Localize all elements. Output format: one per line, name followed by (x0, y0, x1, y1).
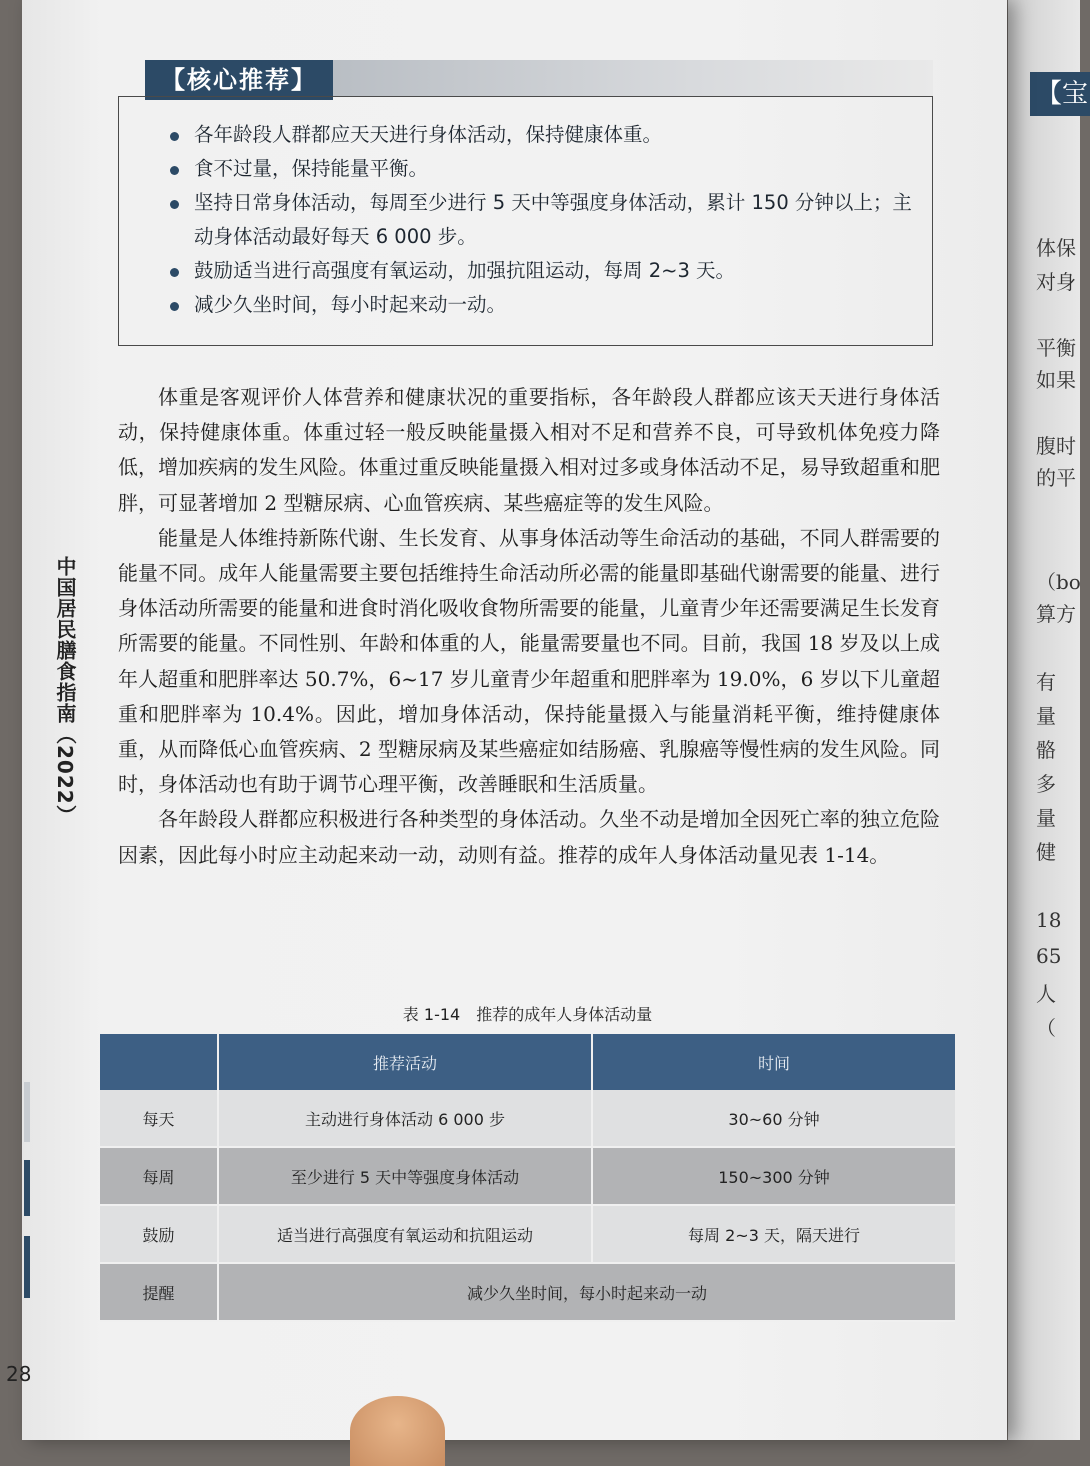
bullet-item: 食不过量，保持能量平衡。 (168, 152, 928, 186)
adjacent-text: 骼 (1036, 738, 1056, 762)
side-marker (24, 1082, 30, 1142)
paragraph: 各年龄段人群都应积极进行各种类型的身体活动。久坐不动是增加全因死亡率的独立危险因素，因此每小时应主动起来动一动，动则有益。推荐的成年人身体活动量见表 1-14。 (118, 807, 940, 867)
table-header-cell: 时间 (592, 1034, 955, 1090)
core-bullet-list (168, 118, 928, 322)
row-label: 每周 (100, 1147, 218, 1205)
adjacent-text: 对身 (1036, 270, 1076, 294)
paragraph: 能量是人体维持新陈代谢、生长发育、从事身体活动等生命活动的基础，不同人群需要的能量不同。成年人能量需要主要包括维持生命活动所必需的能量即基础代谢需要的能量、进行身体活动所需要的能量和进食时消化吸收食物所需要的能量，儿童青少年还需要满足生长发育所需要的能量。不同性别、年龄和体重的人，能量需要量也不同。目前，我国 18 岁及以上成年人超重和肥胖率达 50.7%，6~17 岁儿童青少年超重和肥胖率为 19.0%，6 岁以下儿童超重和肥胖率为 10.4%。因此，增加身体活动，保持能量摄入与能量消耗平衡，维持健康体重，从而降低心血管疾病、2 型糖尿病及某些癌症如结肠癌、乳腺癌等慢性病的发生风险。同时，身体活动也有助于调节心理平衡，改善睡眠和生活质量。 (118, 525, 940, 797)
activity-cell: 减少久坐时间，每小时起来动一动 (218, 1263, 955, 1321)
bullet-item: 减少久坐时间，每小时起来动一动。 (168, 288, 928, 322)
adjacent-text: 平衡 (1036, 336, 1076, 360)
activity-cell: 主动进行身体活动 6 000 步 (218, 1090, 592, 1147)
paragraph: 体重是客观评价人体营养和健康状况的重要指标，各年龄段人群都应该天天进行身体活动，保持健康体重。体重过轻一般反映能量摄入相对不足和营养不良，可导致机体免疫力降低，增加疾病的发生风险。体重过重反映能量摄入相对过多或身体活动不足，易导致超重和肥胖，可显著增加 2 型糖尿病、心血管疾病、某些癌症等的发生风险。 (118, 385, 940, 515)
bullet-item: 各年龄段人群都应天天进行身体活动，保持健康体重。 (168, 118, 928, 152)
table-row (100, 1205, 955, 1263)
adjacent-page-tab: 【宝 (1030, 72, 1090, 116)
core-header-band (333, 60, 933, 96)
adjacent-text: （ (1036, 1016, 1056, 1040)
adjacent-text: 腹时 (1036, 434, 1076, 458)
adjacent-text: 18 (1036, 908, 1062, 932)
table-header-cell: 推荐活动 (218, 1034, 592, 1090)
adjacent-text: 多 (1036, 772, 1056, 796)
side-marker (24, 1160, 30, 1216)
adjacent-text: （bo (1036, 570, 1081, 594)
row-label: 每天 (100, 1090, 218, 1147)
finger-photo-edge (350, 1396, 445, 1466)
adjacent-page (1008, 0, 1089, 1440)
bullet-item: 坚持日常身体活动，每周至少进行 5 天中等强度身体活动，累计 150 分钟以上；主动身体活动最好每天 6 000 步。 (168, 186, 928, 254)
adjacent-text: 如果 (1036, 368, 1076, 392)
adjacent-text: 量 (1036, 806, 1056, 830)
row-label: 鼓励 (100, 1205, 218, 1263)
adjacent-text: 的平 (1036, 466, 1076, 490)
adjacent-text: 体保 (1036, 236, 1076, 260)
running-book-title: 中国居民膳食指南（2022） (53, 556, 77, 826)
table-row (100, 1090, 955, 1147)
row-label: 提醒 (100, 1263, 218, 1321)
adjacent-text: 65 (1036, 944, 1062, 968)
time-cell: 每周 2~3 天，隔天进行 (592, 1205, 955, 1263)
table-row (100, 1263, 955, 1321)
adjacent-text: 健 (1036, 840, 1056, 864)
table-caption: 表 1-14 推荐的成年人身体活动量 (402, 1005, 653, 1024)
page-number: 28 (6, 1362, 32, 1386)
activity-table (100, 1034, 955, 1322)
time-cell: 30~60 分钟 (592, 1090, 955, 1147)
bullet-item: 鼓励适当进行高强度有氧运动，加强抗阻运动，每周 2~3 天。 (168, 254, 928, 288)
adjacent-text: 算方 (1036, 602, 1076, 626)
side-marker (24, 1236, 30, 1298)
adjacent-text: 量 (1036, 704, 1056, 728)
body-text (118, 380, 940, 873)
table-header-row (100, 1034, 955, 1090)
time-cell: 150~300 分钟 (592, 1147, 955, 1205)
table-header-cell (100, 1034, 218, 1090)
adjacent-text: 人 (1036, 982, 1056, 1006)
adjacent-text: 有 (1036, 670, 1056, 694)
core-recommendation-title: 【核心推荐】 (145, 60, 333, 100)
activity-cell: 适当进行高强度有氧运动和抗阻运动 (218, 1205, 592, 1263)
activity-cell: 至少进行 5 天中等强度身体活动 (218, 1147, 592, 1205)
table-row (100, 1147, 955, 1205)
